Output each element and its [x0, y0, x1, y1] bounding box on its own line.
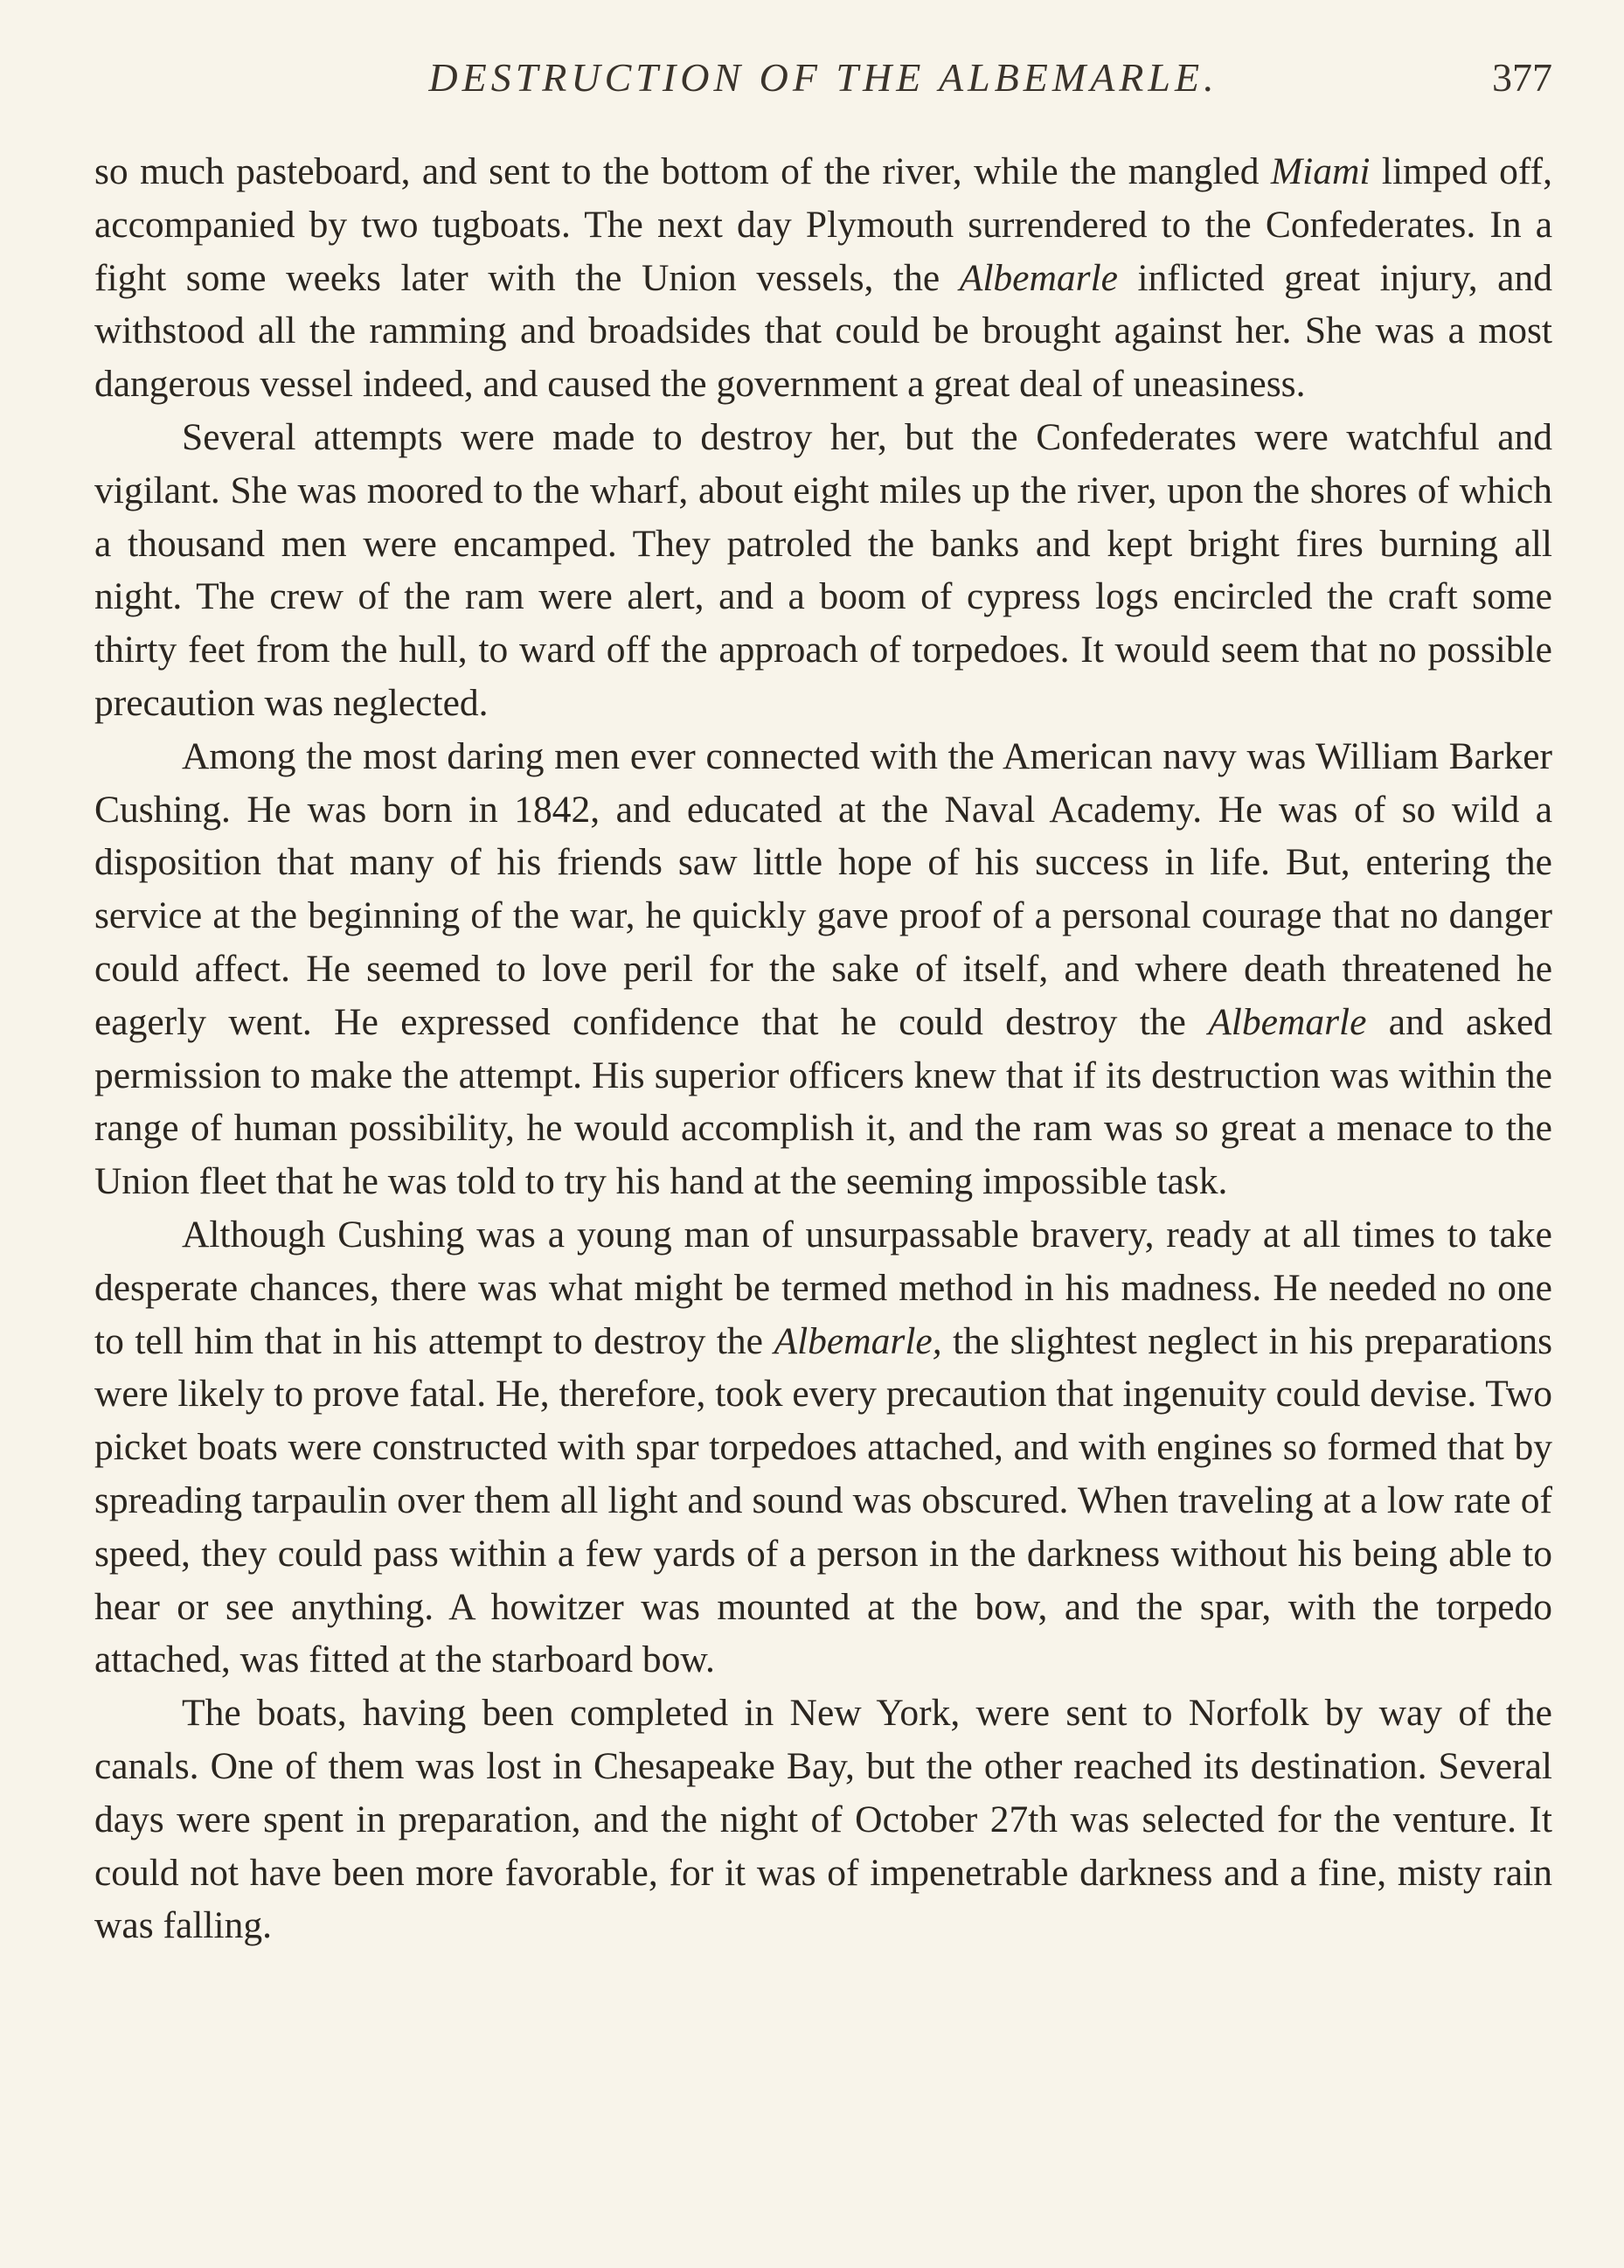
paragraph-3-text: Among the most daring men ever connected with the American navy was William Barker Cushing. He was born in 1842, and educated at the Naval Academy. He was of so wild a disposition that many of his friends saw little hope of his success in life. But, entering the service at the beginning of the war, he quickly gave proof of a personal courage that no danger could affect. He seemed to love peril for the sake of itself, and where death threatened he eagerly went. He expressed confidence that he could destroy the: [94, 734, 1552, 1043]
ship-name-albemarle: Albemarle,: [774, 1319, 942, 1362]
ship-name-miami: Miami: [1270, 150, 1371, 192]
ship-name-albemarle: Albemarle: [1208, 1000, 1367, 1043]
paragraph-4-text: Although Cushing was a young man of unsurpassable bravery, ready at all times to take desperate chances, there was what might be termed method in his madness. He needed no one to tell him that in his attempt to destroy the: [94, 1213, 1552, 1362]
running-title: DESTRUCTION OF THE ALBEMARLE.: [428, 55, 1218, 100]
paragraph-4-text: the slightest neglect in his preparations were likely to prove fatal. He, therefore, took every precaution that ingenuity could devise. Two picket boats were constructed with spar torpedoes attached, and with engines so formed that by spreading tarpaulin over them all light and sound was obscured. When traveling at a low rate of speed, they could pass within a few yards of a person in the darkness without his being able to hear or see anything. A howitzer was mounted at the bow, and the spar, with the torpedo attached, was fitted at the starboard bow.: [94, 1319, 1552, 1681]
paragraph-5-text: The boats, having been completed in New York, were sent to Norfolk by way of the canals. One of them was lost in Chesapeake Bay, but the other reached its destination. Several days were spent in preparation, and the night of October 27th was selected for the venture. It could not have been more favorable, for it was of impenetrable darkness and a fine, misty rain was falling.: [94, 1692, 1552, 1947]
paragraph-3: [94, 730, 1552, 1208]
paragraph-1-text: inflicted great injury, and withstood all the ramming and broadsides that could be brought against her. She was a most dangerous vessel indeed, and caused the government a great deal of uneasiness.: [94, 256, 1552, 406]
page-header: [94, 54, 1552, 115]
paragraph-1-text: so much pasteboard, and sent to the bottom of the river, while the mangled: [94, 150, 1271, 192]
paragraph-1-text: limped off, accompanied by two tugboats. The next day Plymouth surrendered to the Confederates. In a fight some weeks later with the Union vessels, the: [94, 150, 1552, 299]
body-text: [94, 145, 1552, 1952]
paragraph-2-text: Several attempts were made to destroy her, but the Confederates were watchful and vigilant. She was moored to the wharf, about eight miles up the river, upon the shores of which a thousand men were encamped. They patroled the banks and kept bright fires burning all night. The crew of the ram were alert, and a boom of cypress logs encircled the craft some thirty feet from the hull, to ward off the approach of torpedoes. It would seem that no possible precaution was neglected.: [94, 415, 1552, 724]
ship-name-albemarle: Albemarle: [959, 256, 1118, 299]
paragraph-4: [94, 1208, 1552, 1687]
page-number: 377: [1492, 55, 1552, 100]
paragraph-1: [94, 145, 1552, 411]
paragraph-5: [94, 1687, 1552, 1952]
paragraph-2: [94, 411, 1552, 730]
paragraph-3-text: and asked permission to make the attempt. His superior officers knew that if its destruction was within the range of human possibility, he would accomplish it, and the ram was so great a menace to the Union fleet that he was told to try his hand at the seeming impossible task.: [94, 1000, 1552, 1203]
